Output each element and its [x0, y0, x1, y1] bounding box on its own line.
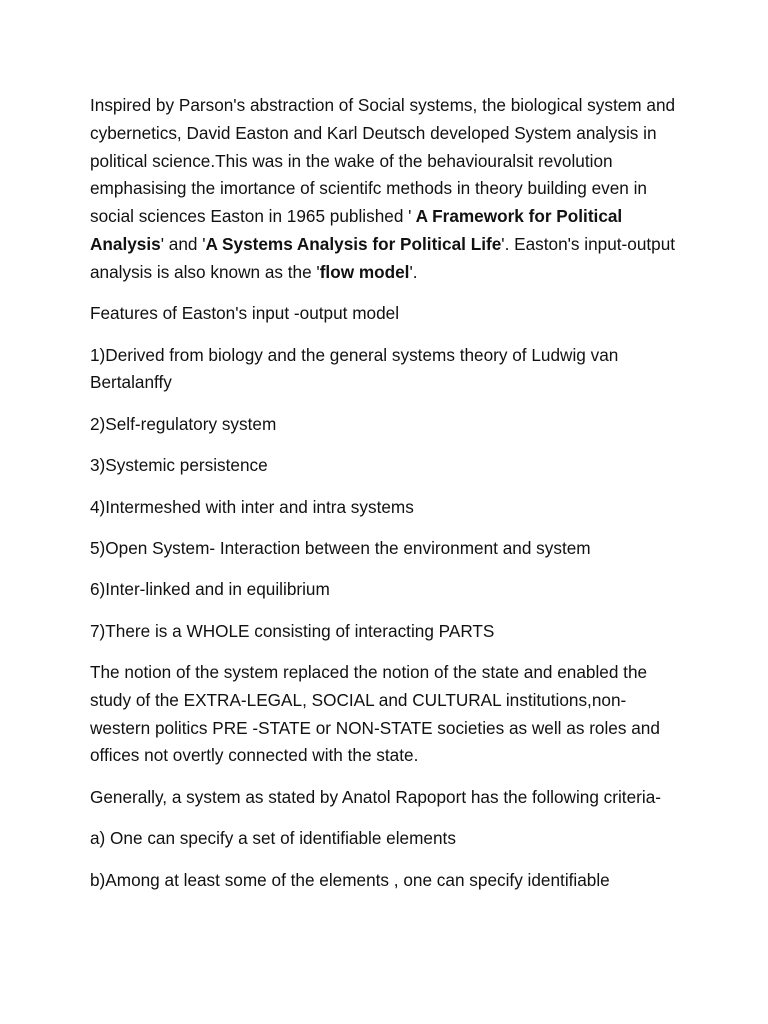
features-heading: Features of Easton's input -output model [90, 303, 400, 324]
intro-text-1: Inspired by Parson's abstraction of Social systems, the biological system and cybernetics, David Easton and Karl Deutsch developed System analysis in political science.This was in the wake of the behaviouralsit revolution emphasising the imortance of scientifc methods in theory building even in social sciences Easton in 1965 published ' [90, 95, 676, 227]
criteria-item: a) One can specify a set of identifiable elements [90, 828, 456, 849]
notion-paragraph: The notion of the system replaced the notion of the state and enabled the study of the EXTRA-LEGAL, SOCIAL and CULTURAL institutions,non-western politics PRE -STATE or NON-STATE societies as well as roles and offices not overtly connected with the state. [90, 662, 660, 766]
intro-text-3: '. Easton's input-output analysis is also known as the ' [90, 233, 676, 282]
book-title-framework: A Framework for Political Analysis [90, 206, 623, 254]
feature-item: 3)Systemic persistence [90, 455, 268, 476]
book-title-systems-analysis: A Systems Analysis for Political Life [205, 233, 502, 254]
intro-text-2: ' and ' [160, 233, 206, 254]
intro-paragraph [90, 92, 680, 287]
feature-item: 2)Self-regulatory system [90, 413, 277, 434]
feature-item: 6)Inter-linked and in equilibrium [90, 579, 330, 600]
rapoport-paragraph: Generally, a system as stated by Anatol Rapoport has the following criteria- [90, 786, 661, 807]
feature-item: 5)Open System- Interaction between the environment and system [90, 537, 591, 558]
flow-model-term: flow model [319, 261, 410, 282]
intro-text-4: '. [409, 261, 418, 282]
feature-item: 4)Intermeshed with inter and intra systems [90, 496, 414, 517]
criteria-item: b)Among at least some of the elements , one can specify identifiable [90, 869, 610, 890]
feature-item: 1)Derived from biology and the general systems theory of Ludwig van Bertalanffy [90, 344, 619, 393]
document-body [90, 92, 680, 908]
feature-item: 7)There is a WHOLE consisting of interacting PARTS [90, 620, 495, 641]
